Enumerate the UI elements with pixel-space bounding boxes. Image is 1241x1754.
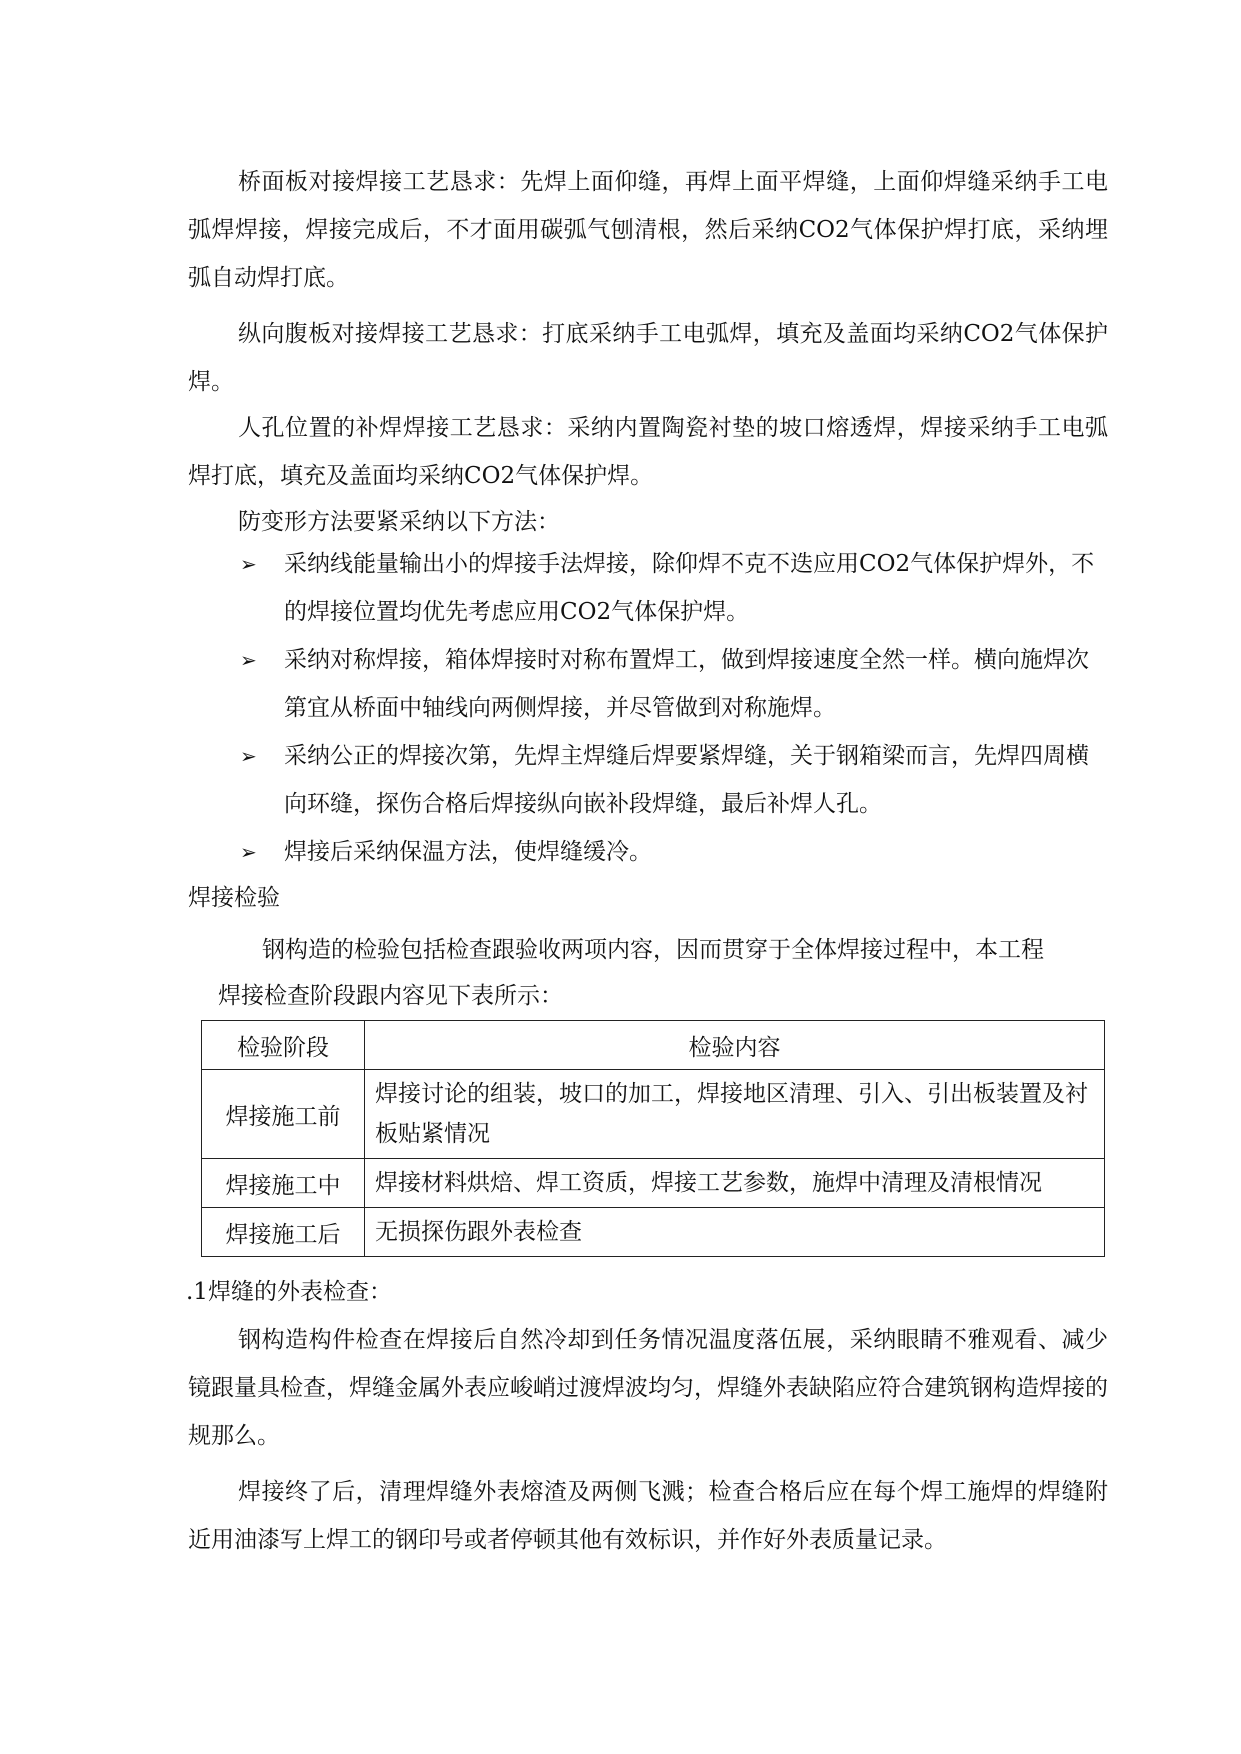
list-item	[238, 828, 1110, 876]
section-heading-inspection: 焊接检验	[188, 885, 280, 911]
table-cell-content: 无损探伤跟外表检查	[365, 1208, 1105, 1257]
inspection-intro-line1: 钢构造的检验包括检查跟验收两项内容，因而贯穿于全体焊接过程中，本工程	[262, 937, 1044, 963]
list-item	[238, 636, 1110, 732]
paragraph-after-welding: 焊接终了后，清理焊缝外表熔渣及两侧飞溅；检查合格后应在每个焊工施焊的焊缝附近用油漆写上焊工的钢印号或者停顿其他有效标识，并作好外表质量记录。	[188, 1479, 1108, 1553]
paragraph-web-plate-welding: 纵向腹板对接焊接工艺恳求：打底采纳手工电弧焊，填充及盖面均采纳CO2气体保护焊。	[188, 321, 1108, 395]
table-row	[202, 1070, 1105, 1159]
table-cell-stage: 焊接施工前	[202, 1070, 365, 1159]
list-item-text: 焊接后采纳保温方法，使焊缝缓冷。	[284, 839, 652, 865]
list-item-text: 采纳线能量输出小的焊接手法焊接，除仰焊不克不迭应用CO2气体保护焊外，不的焊接位置均优先考虑应用CO2气体保护焊。	[284, 551, 1095, 625]
inspection-table	[201, 1020, 1105, 1257]
subsection-heading-appearance: .1焊缝的外表检查：	[186, 1279, 392, 1305]
arrow-bullet-icon: ➢	[240, 552, 257, 576]
arrow-bullet-icon: ➢	[240, 840, 257, 864]
arrow-bullet-icon: ➢	[240, 648, 257, 672]
list-item-text: 采纳公正的焊接次第，先焊主焊缝后焊要紧焊缝，关于钢箱梁而言，先焊四周横向环缝，探伤合格后焊接纵向嵌补段焊缝，最后补焊人孔。	[284, 743, 1089, 817]
table-row	[202, 1159, 1105, 1208]
arrow-bullet-icon: ➢	[240, 744, 257, 768]
table-row	[202, 1208, 1105, 1257]
table-header-cell: 检验内容	[365, 1021, 1105, 1070]
table-cell-stage: 焊接施工中	[202, 1159, 365, 1208]
table-cell-content: 焊接材料烘焙、焊工资质，焊接工艺参数，施焊中清理及清根情况	[365, 1159, 1105, 1208]
list-item	[238, 732, 1110, 828]
table-header-row	[202, 1021, 1105, 1070]
list-item	[238, 540, 1110, 636]
inspection-intro-line2: 焊接检查阶段跟内容见下表所示：	[218, 983, 563, 1009]
table-cell-content: 焊接讨论的组装，坡口的加工，焊接地区清理、引入、引出板装置及衬板贴紧情况	[365, 1070, 1105, 1159]
table-header-cell: 检验阶段	[202, 1021, 365, 1070]
list-item-text: 采纳对称焊接，箱体焊接时对称布置焊工，做到焊接速度全然一样。横向施焊次第宜从桥面中轴线向两侧焊接，并尽管做到对称施焊。	[284, 647, 1089, 721]
paragraph-deck-plate-welding: 桥面板对接焊接工艺恳求：先焊上面仰缝，再焊上面平焊缝，上面仰焊缝采纳手工电弧焊焊接，焊接完成后，不才面用碳弧气刨清根，然后采纳CO2气体保护焊打底，采纳埋弧自动焊打底。	[188, 169, 1108, 291]
paragraph-appearance-inspection: 钢构造构件检查在焊接后自然冷却到任务情况温度落伍展，采纳眼睛不雅观看、减少镜跟量具检查，焊缝金属外表应峻峭过渡焊波均匀，焊缝外表缺陷应符合建筑钢构造焊接的规那么。	[188, 1327, 1108, 1449]
paragraph-manhole-welding: 人孔位置的补焊焊接工艺恳求：采纳内置陶瓷衬垫的坡口熔透焊，焊接采纳手工电弧焊打底，填充及盖面均采纳CO2气体保护焊。	[188, 415, 1108, 489]
paragraph-deformation-intro: 防变形方法要紧采纳以下方法：	[238, 509, 560, 535]
deformation-methods-list	[238, 540, 1110, 876]
table-cell-stage: 焊接施工后	[202, 1208, 365, 1257]
